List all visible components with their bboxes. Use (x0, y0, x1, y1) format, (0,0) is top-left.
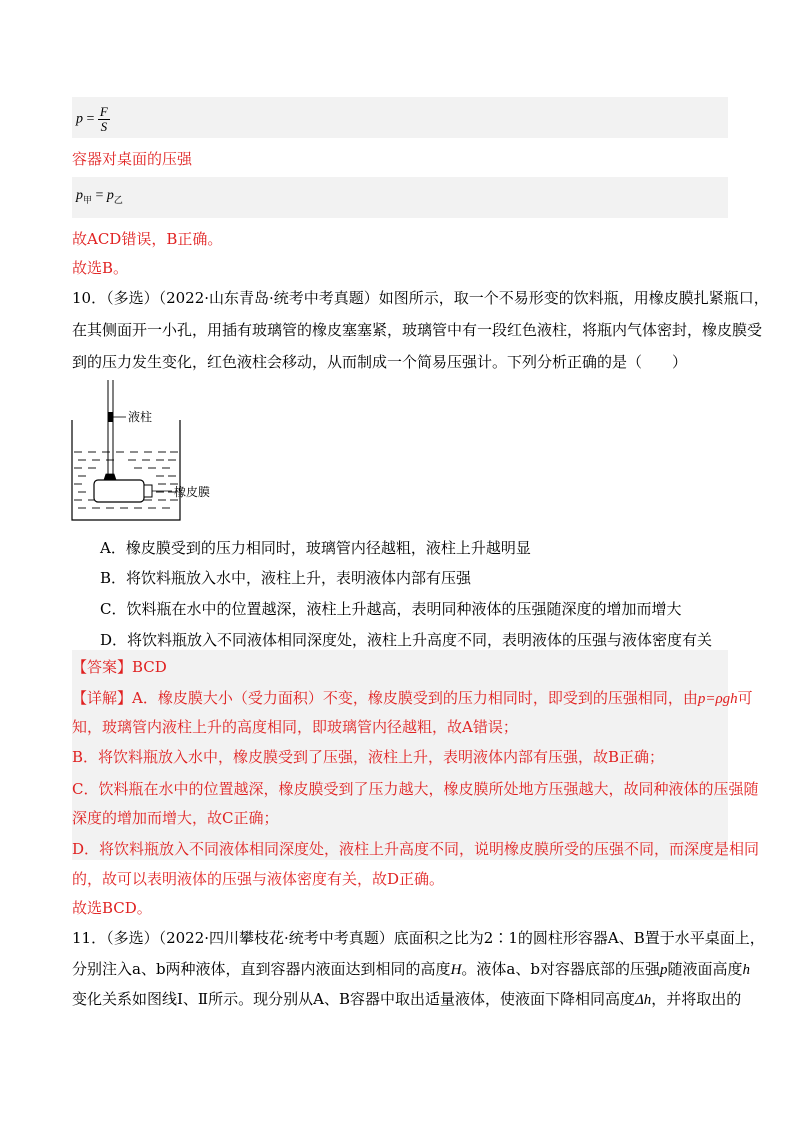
formula-fraction (98, 105, 110, 134)
q11-line-1: 11．（多选）（2022·四川攀枝花·统考中考真题）底面积之比为2∶1的圆柱形容器A、B置于水平桌面上， (72, 929, 765, 947)
q10-stem-line-2: 在其侧面开一小孔，用插有玻璃管的橡皮塞塞紧，玻璃管中有一段红色液柱，将瓶内气体密封，橡皮膜受 (72, 321, 763, 339)
q11-line3-post: ，并将取出的 (651, 990, 742, 1008)
q11-line-3 (72, 989, 741, 1010)
bottle-stopper (104, 474, 116, 480)
label-liquid-column: 液柱 (128, 410, 153, 424)
q11-var-h: h (742, 962, 750, 978)
q11-line2-post: 。液体a、b对容器底部的压强 (461, 960, 660, 978)
q10-option-a: A．橡皮膜受到的压力相同时，玻璃管内径越粗，液柱上升越明显 (100, 539, 531, 557)
detail-line1-post: 可 (737, 689, 753, 707)
q10-option-c: C．饮料瓶在水中的位置越深，液柱上升越高，表明同种液体的压强随深度的增加而增大 (100, 600, 682, 618)
q10-stem-line-3: 到的压力发生变化，红色液柱会移动，从而制成一个简易压强计。下列分析正确的是（ ） (72, 353, 688, 371)
formula-p-jia-equals-p-yi (76, 188, 123, 206)
label-rubber-membrane: 橡皮膜 (174, 485, 211, 499)
detail-line1-pre: 【详解】A．橡皮膜大小（受力面积）不变，橡皮膜受到的压力相同时，即受到的压强相同，由 (72, 689, 698, 707)
q11-var-delta-h: Δh (634, 992, 652, 1008)
formula-denominator: S (100, 119, 108, 134)
conclusion-choose-b: 故选B。 (72, 259, 129, 277)
q10-figure (68, 380, 248, 525)
formula-sub1: 甲 (83, 194, 93, 205)
q10-detail-line-6: D．将饮料瓶放入不同液体相同深度处，液柱上升高度不同，说明橡皮膜所受的压强不同，而深度是相同 (72, 840, 760, 858)
q11-line-2 (72, 959, 750, 980)
formula-sub2: 乙 (113, 194, 123, 205)
q10-detail-line-7: 的，故可以表明液体的压强与液体密度有关，故D正确。 (72, 870, 445, 888)
q11-var-h-upper: H (450, 962, 462, 978)
liquid-column (108, 412, 113, 422)
formula-p2: p (106, 188, 114, 203)
q10-final: 故选BCD。 (72, 899, 152, 917)
q11-line2-post2: 随液面高度 (667, 960, 743, 978)
q10-option-b: B．将饮料瓶放入水中，液柱上升，表明液体内部有压强 (100, 569, 472, 587)
q11-line2-pre: 分别注入a、b两种液体，直到容器内液面达到相同的高度 (72, 960, 451, 978)
conclusion-acd-wrong: 故ACD错误，B正确。 (72, 230, 223, 248)
pressure-gauge-diagram (68, 380, 248, 525)
q10-detail-line-4: C．饮料瓶在水中的位置越深，橡皮膜受到了压力越大，橡皮膜所处地方压强越大，故同种液体的压强随 (72, 780, 759, 798)
q10-detail-line-3: B．将饮料瓶放入水中，橡皮膜受到了压强，液柱上升，表明液体内部有压强，故B正确； (72, 748, 665, 766)
bottle-body (94, 480, 144, 502)
formula-lhs: p (76, 111, 83, 127)
formula-eq2: = (95, 188, 104, 203)
formula-box-1 (72, 97, 728, 138)
q10-detail-line-1 (72, 688, 753, 709)
container-outline (72, 420, 180, 520)
q10-stem-line-1: 10．（多选）（2022·山东青岛·统考中考真题）如图所示，取一个不易形变的饮料瓶，用橡皮膜扎紧瓶口， (72, 289, 769, 307)
formula-box-2 (72, 177, 728, 218)
formula-numerator: F (99, 104, 108, 119)
q11-var-p: p (659, 962, 668, 978)
formula-p1: p (76, 188, 83, 203)
q10-detail-line-2: 知，玻璃管内液柱上升的高度相同，即玻璃管内径越粗，故A错误； (72, 718, 518, 736)
q10-answer: 【答案】BCD (72, 658, 167, 676)
formula-p-equals-f-over-s (76, 105, 110, 134)
formula-eq: = (86, 111, 95, 127)
q11-line3-text: 变化关系如图线Ⅰ、Ⅱ所示。现分别从A、B容器中取出适量液体，使液面下降相同高度 (72, 990, 635, 1008)
q10-option-d: D．将饮料瓶放入不同液体相同深度处，液柱上升高度不同，表明液体的压强与液体密度有关 (100, 631, 713, 649)
detail-formula: p=ρgh (697, 691, 738, 707)
text-pressure-on-table: 容器对桌面的压强 (72, 150, 193, 168)
q10-detail-line-5: 深度的增加而增大，故C正确； (72, 809, 279, 827)
bottle-neck (144, 485, 152, 497)
